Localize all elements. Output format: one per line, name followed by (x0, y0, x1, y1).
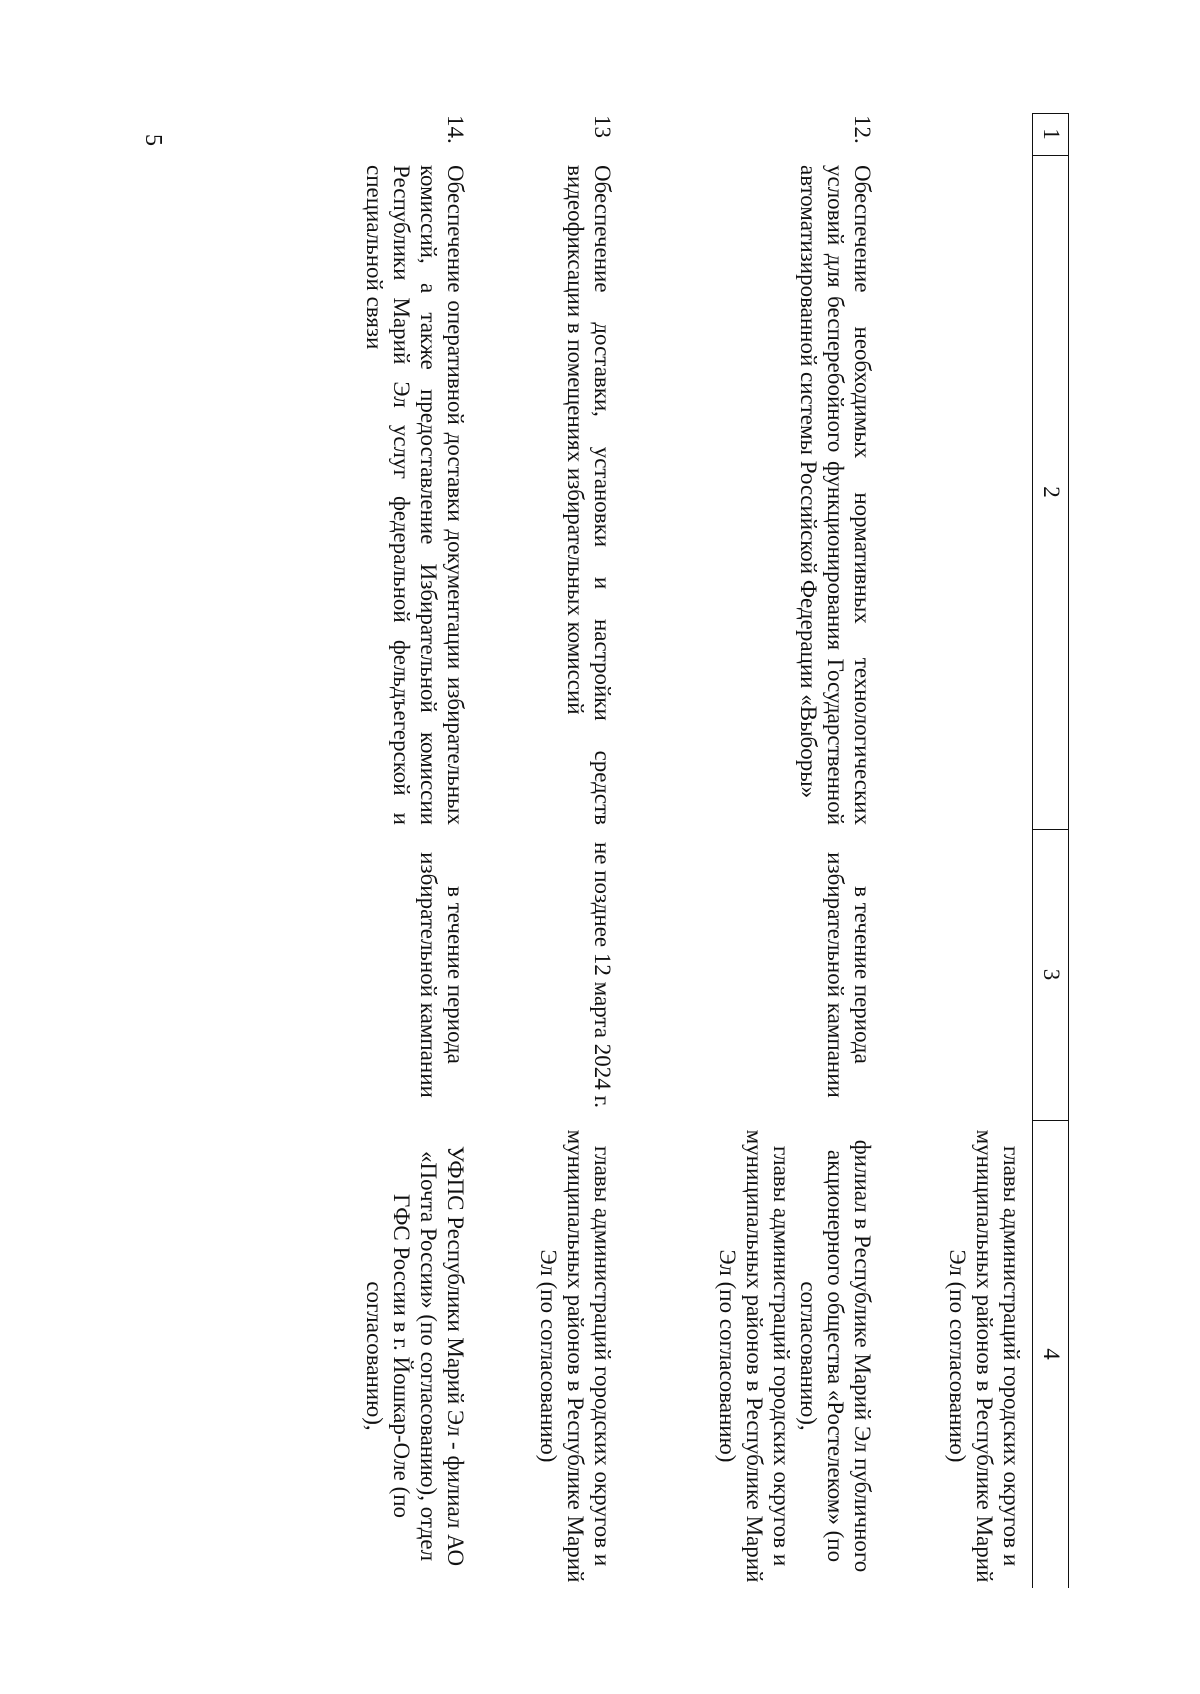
header-bottom-rule (1032, 113, 1033, 1588)
row-13-deadline: не позднее 12 марта 2024 г. (590, 841, 615, 1109)
header-col-1: 1 (1039, 128, 1064, 140)
page-number: 5 (140, 134, 166, 146)
header-col-4: 4 (1039, 1348, 1064, 1360)
row-12-responsible-1: филиал в Республике Марий Эл публичного акционерного общества «Ростелеком» (по согласованию), (796, 1139, 875, 1573)
table-top-rule (1068, 113, 1069, 1588)
row-12-responsible-2: главы администраций городских округов и муниципальных районов в Республике Марий Эл (по согласованию) (715, 1129, 794, 1583)
header-col-2: 2 (1039, 486, 1064, 498)
row-13-responsible: главы администраций городских округов и муниципальных районов в Республике Марий Эл (по согласованию) (536, 1129, 615, 1583)
row-12-deadline: в течение периода избирательной кампании (823, 852, 875, 1098)
row-12-activity: Обеспечение необходимых нормативных технологических условий для бесперебойного функционирования Государственной автоматизированной системы Российской Федерации «Выборы» (796, 165, 875, 825)
plan-table (209, 113, 1069, 1588)
row-14-deadline: в течение периода избирательной кампании (416, 852, 468, 1098)
header-col-3: 3 (1039, 968, 1064, 981)
row-14-responsible: УФПС Республики Марий Эл - филиал АО «Почта России» (по согласованию), отдел ГФС России в г. Йошкар-Оле (по согласованию), (362, 1145, 468, 1567)
row-12-number: 12. (850, 115, 875, 144)
row-14-number: 14. (443, 115, 468, 144)
row-12-responsible (714, 1126, 876, 1586)
continuation-responsible: главы администраций городских округов и муниципальных районов в Республике Марий Эл (по согласованию) (945, 1129, 1024, 1583)
row-13-activity: Обеспечение доставки, установки и настройки средств видеофиксации в помещениях избирательных комиссий (563, 165, 615, 825)
row-14-activity: Обеспечение оперативной доставки документации избирательных комиссий, а также предоставление Избирательной комиссии Республики Марий Эл услуг федеральной фельдъегерской и специальной связи (362, 165, 468, 825)
row-13-number: 13 (590, 115, 615, 138)
